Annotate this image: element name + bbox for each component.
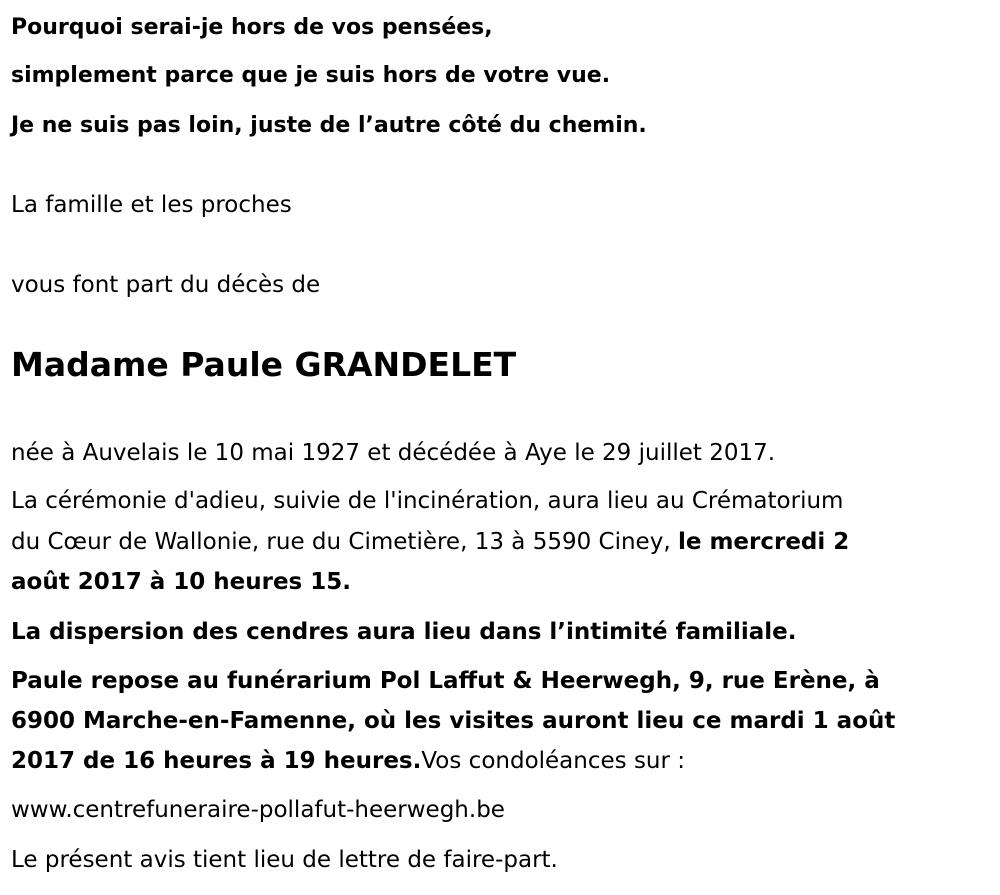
website-link[interactable]: www.centrefuneraire-pollafut-heerwegh.be (11, 797, 505, 823)
repose-line-3 (11, 747, 685, 775)
intro-line: vous font part du décès de (11, 272, 321, 298)
repose-text-2: 6900 Marche-en-Famenne, où les visites auront lieu ce mardi 1 août (11, 708, 896, 734)
ceremony-line-3 (11, 568, 351, 596)
family-line: La famille et les proches (11, 192, 292, 218)
poem-line-3: Je ne suis pas loin, juste de l’autre côté du chemin. (11, 113, 647, 138)
repose-line-1 (11, 667, 880, 695)
dispersion-text: La dispersion des cendres aura lieu dans l’intimité familiale. (11, 619, 797, 645)
closing-line: Le présent avis tient lieu de lettre de faire-part. (11, 847, 558, 873)
repose-line-2 (11, 707, 895, 735)
ceremony-date-start: le mercredi 2 (677, 529, 850, 555)
condolences-label: Vos condoléances sur : (421, 748, 686, 774)
poem-line-2: simplement parce que je suis hors de votre vue. (11, 63, 611, 88)
repose-text-1: Paule repose au funérarium Pol Laffut & Heerwegh, 9, rue Erène, à (11, 668, 880, 694)
repose-text-3: 2017 de 16 heures à 19 heures. (11, 748, 422, 774)
ceremony-line-1: La cérémonie d'adieu, suivie de l'incinération, aura lieu au Crématorium (11, 488, 844, 514)
birth-death-line: née à Auvelais le 10 mai 1927 et décédée à Aye le 29 juillet 2017. (11, 440, 776, 466)
ceremony-date-end: août 2017 à 10 heures 15. (11, 569, 351, 595)
ceremony-location-text: du Cœur de Wallonie, rue du Cimetière, 13 à 5590 Ciney, (11, 529, 678, 555)
poem-line-1: Pourquoi serai-je hors de vos pensées, (11, 15, 493, 40)
deceased-name: Madame Paule GRANDELET (11, 345, 517, 384)
ceremony-line-2 (11, 528, 849, 556)
dispersion-line (11, 618, 797, 646)
